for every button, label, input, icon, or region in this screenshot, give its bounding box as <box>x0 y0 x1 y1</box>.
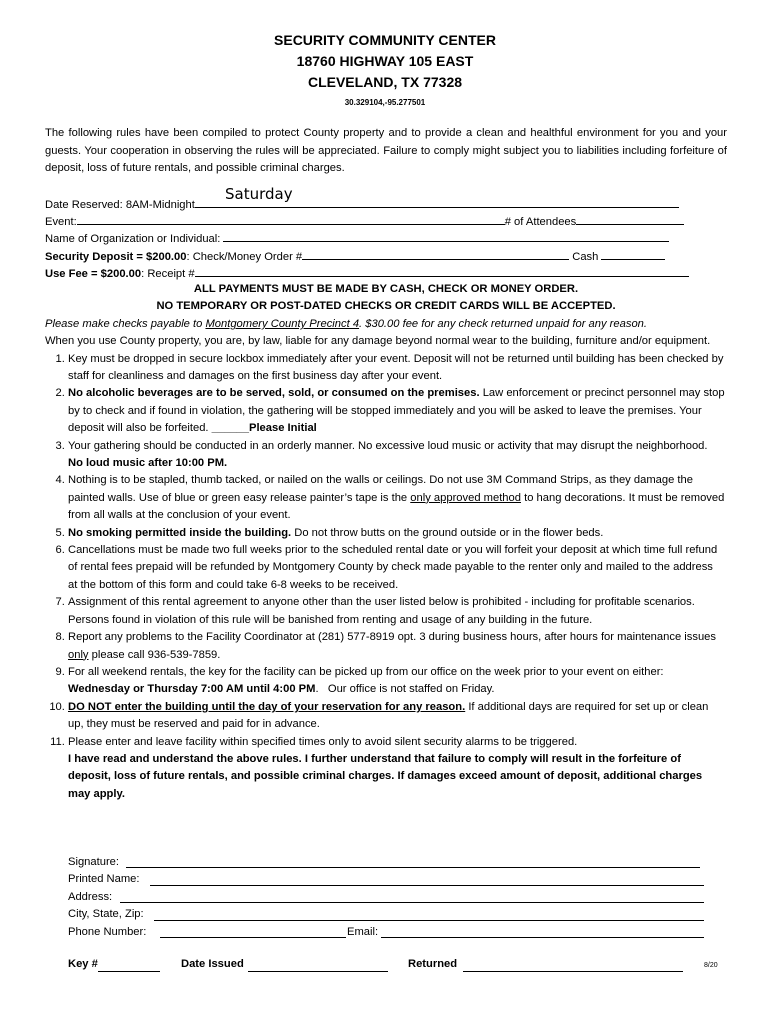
use-fee-label: Use Fee = $200.00 <box>45 267 142 280</box>
reservation-fields <box>45 185 735 315</box>
city-state-zip-field[interactable] <box>154 908 704 921</box>
checks-payable-post: . $30.00 fee for any check returned unpaid for any reason. <box>359 318 647 330</box>
printed-name-field[interactable] <box>150 873 704 886</box>
phone-email-row <box>68 924 708 941</box>
date-reserved-row <box>45 185 735 212</box>
deposit-method-label: : Check/Money Order # <box>186 250 303 263</box>
acknowledgement-paragraph: I have read and understand the above rules. I further understand that failure to comply will result in the forfeiture of deposit, loss of future rentals, and possible criminal charges. If damages exceed amount of deposit, additional charges may apply. <box>68 752 703 800</box>
payment-methods-notice: ALL PAYMENTS MUST BE MADE BY CASH, CHECK OR MONEY ORDER. <box>193 282 579 295</box>
organization-row <box>45 229 735 246</box>
form-header <box>0 30 770 111</box>
date-issued-label: Date Issued <box>181 958 244 970</box>
check-number-field[interactable] <box>302 247 569 260</box>
rule-8-text: Report any problems to the Facility Coordinator at (281) 577-8919 opt. 3 during business hours, after hours for maintenance issues <box>68 631 716 644</box>
address-row <box>68 889 708 906</box>
rule-8-text-end: please call 936-539-7859. <box>88 648 221 661</box>
phone-number-field[interactable] <box>160 925 346 938</box>
rule-7-text: Assignment of this rental agreement to anyone other than the user listed below is prohibited - including for profitable scenarios. Persons found in violation of this rule will be banished from renting and usage of any building in the future. <box>68 596 695 626</box>
no-temporary-checks-notice: NO TEMPORARY OR POST-DATED CHECKS OR CREDIT CARDS WILL BE ACCEPTED. <box>156 300 616 313</box>
center-city-address: CLEVELAND, TX 77328 <box>307 74 463 90</box>
rule-item <box>68 525 725 542</box>
rule-3-text: Your gathering should be conducted in an orderly manner. No excessive loud music or activity that may disrupt the neighborhood. <box>68 439 708 452</box>
rules-section <box>45 316 725 803</box>
phone-number-label: Phone Number: <box>68 925 147 938</box>
key-number-field[interactable] <box>98 959 160 972</box>
security-deposit-label: Security Deposit = $200.00 <box>45 250 187 263</box>
intro-paragraph: The following rules have been compiled to protect County property and to provide a clean and healthful environment for you and your guests. Your cooperation in observing the rules will be appreciated. Failure to comply might subject you to liabilities including forfeiture of deposit, loss of future rentals, and possible criminal charges. <box>45 127 727 174</box>
rule-2-bold: No alcoholic beverages are to be served, sold, or consumed on the premises. <box>68 387 480 400</box>
checks-payable-to: Montgomery County Precinct 4 <box>205 318 360 330</box>
receipt-label: : Receipt # <box>141 267 195 280</box>
security-deposit-row <box>45 247 735 264</box>
checks-payable-line <box>45 316 725 333</box>
rule-4-text-end: to hang decorations. It must be removed from all walls at the conclusion of your event. <box>68 491 725 522</box>
rule-4-text: Nothing is to be stapled, thumb tacked, or nailed on the walls or ceilings. Do not use 3M Command Strips, as they damage the painted walls. Use of blue or green easy release painter’s tape is the <box>68 474 693 504</box>
printed-name-label: Printed Name: <box>68 873 140 886</box>
rule-9-text: For all weekend rentals, the key for the facility can be picked up from our office on the week prior to your event on either: <box>68 665 680 678</box>
cash-field[interactable] <box>601 247 665 260</box>
rule-9-text-end: . Our office is not staffed on Friday. <box>315 683 495 696</box>
date-issued-field[interactable] <box>248 959 388 972</box>
checks-payable-pre: Please make checks payable to <box>45 318 206 330</box>
rule-5-text: Do not throw butts on the ground outside or in the flower beds. <box>291 526 604 539</box>
rule-item <box>68 594 725 629</box>
rule-8-underlined: only <box>68 648 89 661</box>
center-title: SECURITY COMMUNITY CENTER <box>274 32 496 48</box>
rule-2-initial-field[interactable]: ______Please Initial <box>211 422 317 435</box>
rule-item <box>68 472 725 524</box>
use-fee-row <box>45 264 735 281</box>
cash-label: Cash <box>572 250 599 263</box>
rule-10-bold-underlined: DO NOT enter the building until the day of your reservation for any reason. <box>68 700 466 713</box>
rule-2-text: Law enforcement or precinct personnel may stop by to check and if found in violation, the gathering will be stopped immediately and you will be asked to leave the premises. Your deposit will also be forfeited. <box>68 387 725 435</box>
rule-11-text: Please enter and leave facility within specified times only to avoid silent security alarms to be triggered. <box>68 735 578 748</box>
organization-field[interactable] <box>223 229 669 242</box>
signature-label: Signature: <box>68 856 119 868</box>
rule-10-text: If additional days are required for set up or clean up, they must be reserved and paid for in advance. <box>68 700 709 731</box>
signature-block <box>68 854 708 941</box>
rule-item <box>68 385 725 437</box>
rule-item <box>68 542 725 594</box>
rule-1-text: Key must be dropped in secure lockbox immediately after your event. Deposit will not be returned until building has been checked by staff for cleanliness and damages on the first business day after your event. <box>68 352 724 383</box>
printed-name-row <box>68 871 708 888</box>
rule-9-bold: Wednesday or Thursday 7:00 AM until 4:00 PM <box>68 683 316 696</box>
returned-label: Returned <box>408 958 458 970</box>
city-state-zip-label: City, State, Zip: <box>68 908 144 921</box>
signature-field[interactable] <box>126 855 700 868</box>
center-street-address: 18760 HIGHWAY 105 EAST <box>296 53 474 69</box>
rule-4-underlined: only approved method <box>410 491 521 504</box>
rule-6-text: Cancellations must be made two full weeks prior to the scheduled rental date or you will forfeit your deposit at which time full refund of rental fees prepaid will be refunded by Montgomery County by check made payable to the renter only and mailed to the address at the bottom of this form and could take 6-8 weeks to be received. <box>68 544 718 591</box>
attendees-label: # of Attendees <box>504 216 577 229</box>
signature-row <box>68 854 708 871</box>
liability-paragraph: When you use County property, you are, by law, liable for any damage beyond normal wear to the building, furniture and/or equipment. <box>45 335 711 348</box>
rule-5-bold: No smoking permitted inside the building. <box>68 526 292 539</box>
rule-item <box>68 734 725 751</box>
receipt-field[interactable] <box>195 264 689 277</box>
address-label: Address: <box>68 890 113 903</box>
city-state-zip-row <box>68 906 708 923</box>
email-field[interactable] <box>381 925 704 938</box>
event-field[interactable] <box>77 212 505 225</box>
rule-3-bold: No loud music after 10:00 PM. <box>68 457 228 470</box>
date-reserved-label: Date Reserved: 8AM-Midnight <box>45 199 195 211</box>
event-label: Event: <box>45 216 77 229</box>
address-field[interactable] <box>120 890 704 903</box>
organization-label: Name of Organization or Individual: <box>45 233 221 246</box>
rule-item <box>68 351 725 386</box>
event-row <box>45 212 735 229</box>
form-version: 8/20 <box>704 962 718 969</box>
rule-item <box>68 699 725 734</box>
center-coordinates: 30.329104,-95.277501 <box>344 98 426 107</box>
date-reserved-value: Saturday <box>225 185 293 203</box>
rule-item <box>68 629 725 664</box>
attendees-field[interactable] <box>576 212 684 225</box>
email-label: Email: <box>347 925 379 938</box>
returned-field[interactable] <box>463 959 683 972</box>
rule-item <box>68 664 725 699</box>
key-number-label: Key # <box>68 958 98 970</box>
rules-list <box>45 351 725 751</box>
rule-item <box>68 438 725 473</box>
